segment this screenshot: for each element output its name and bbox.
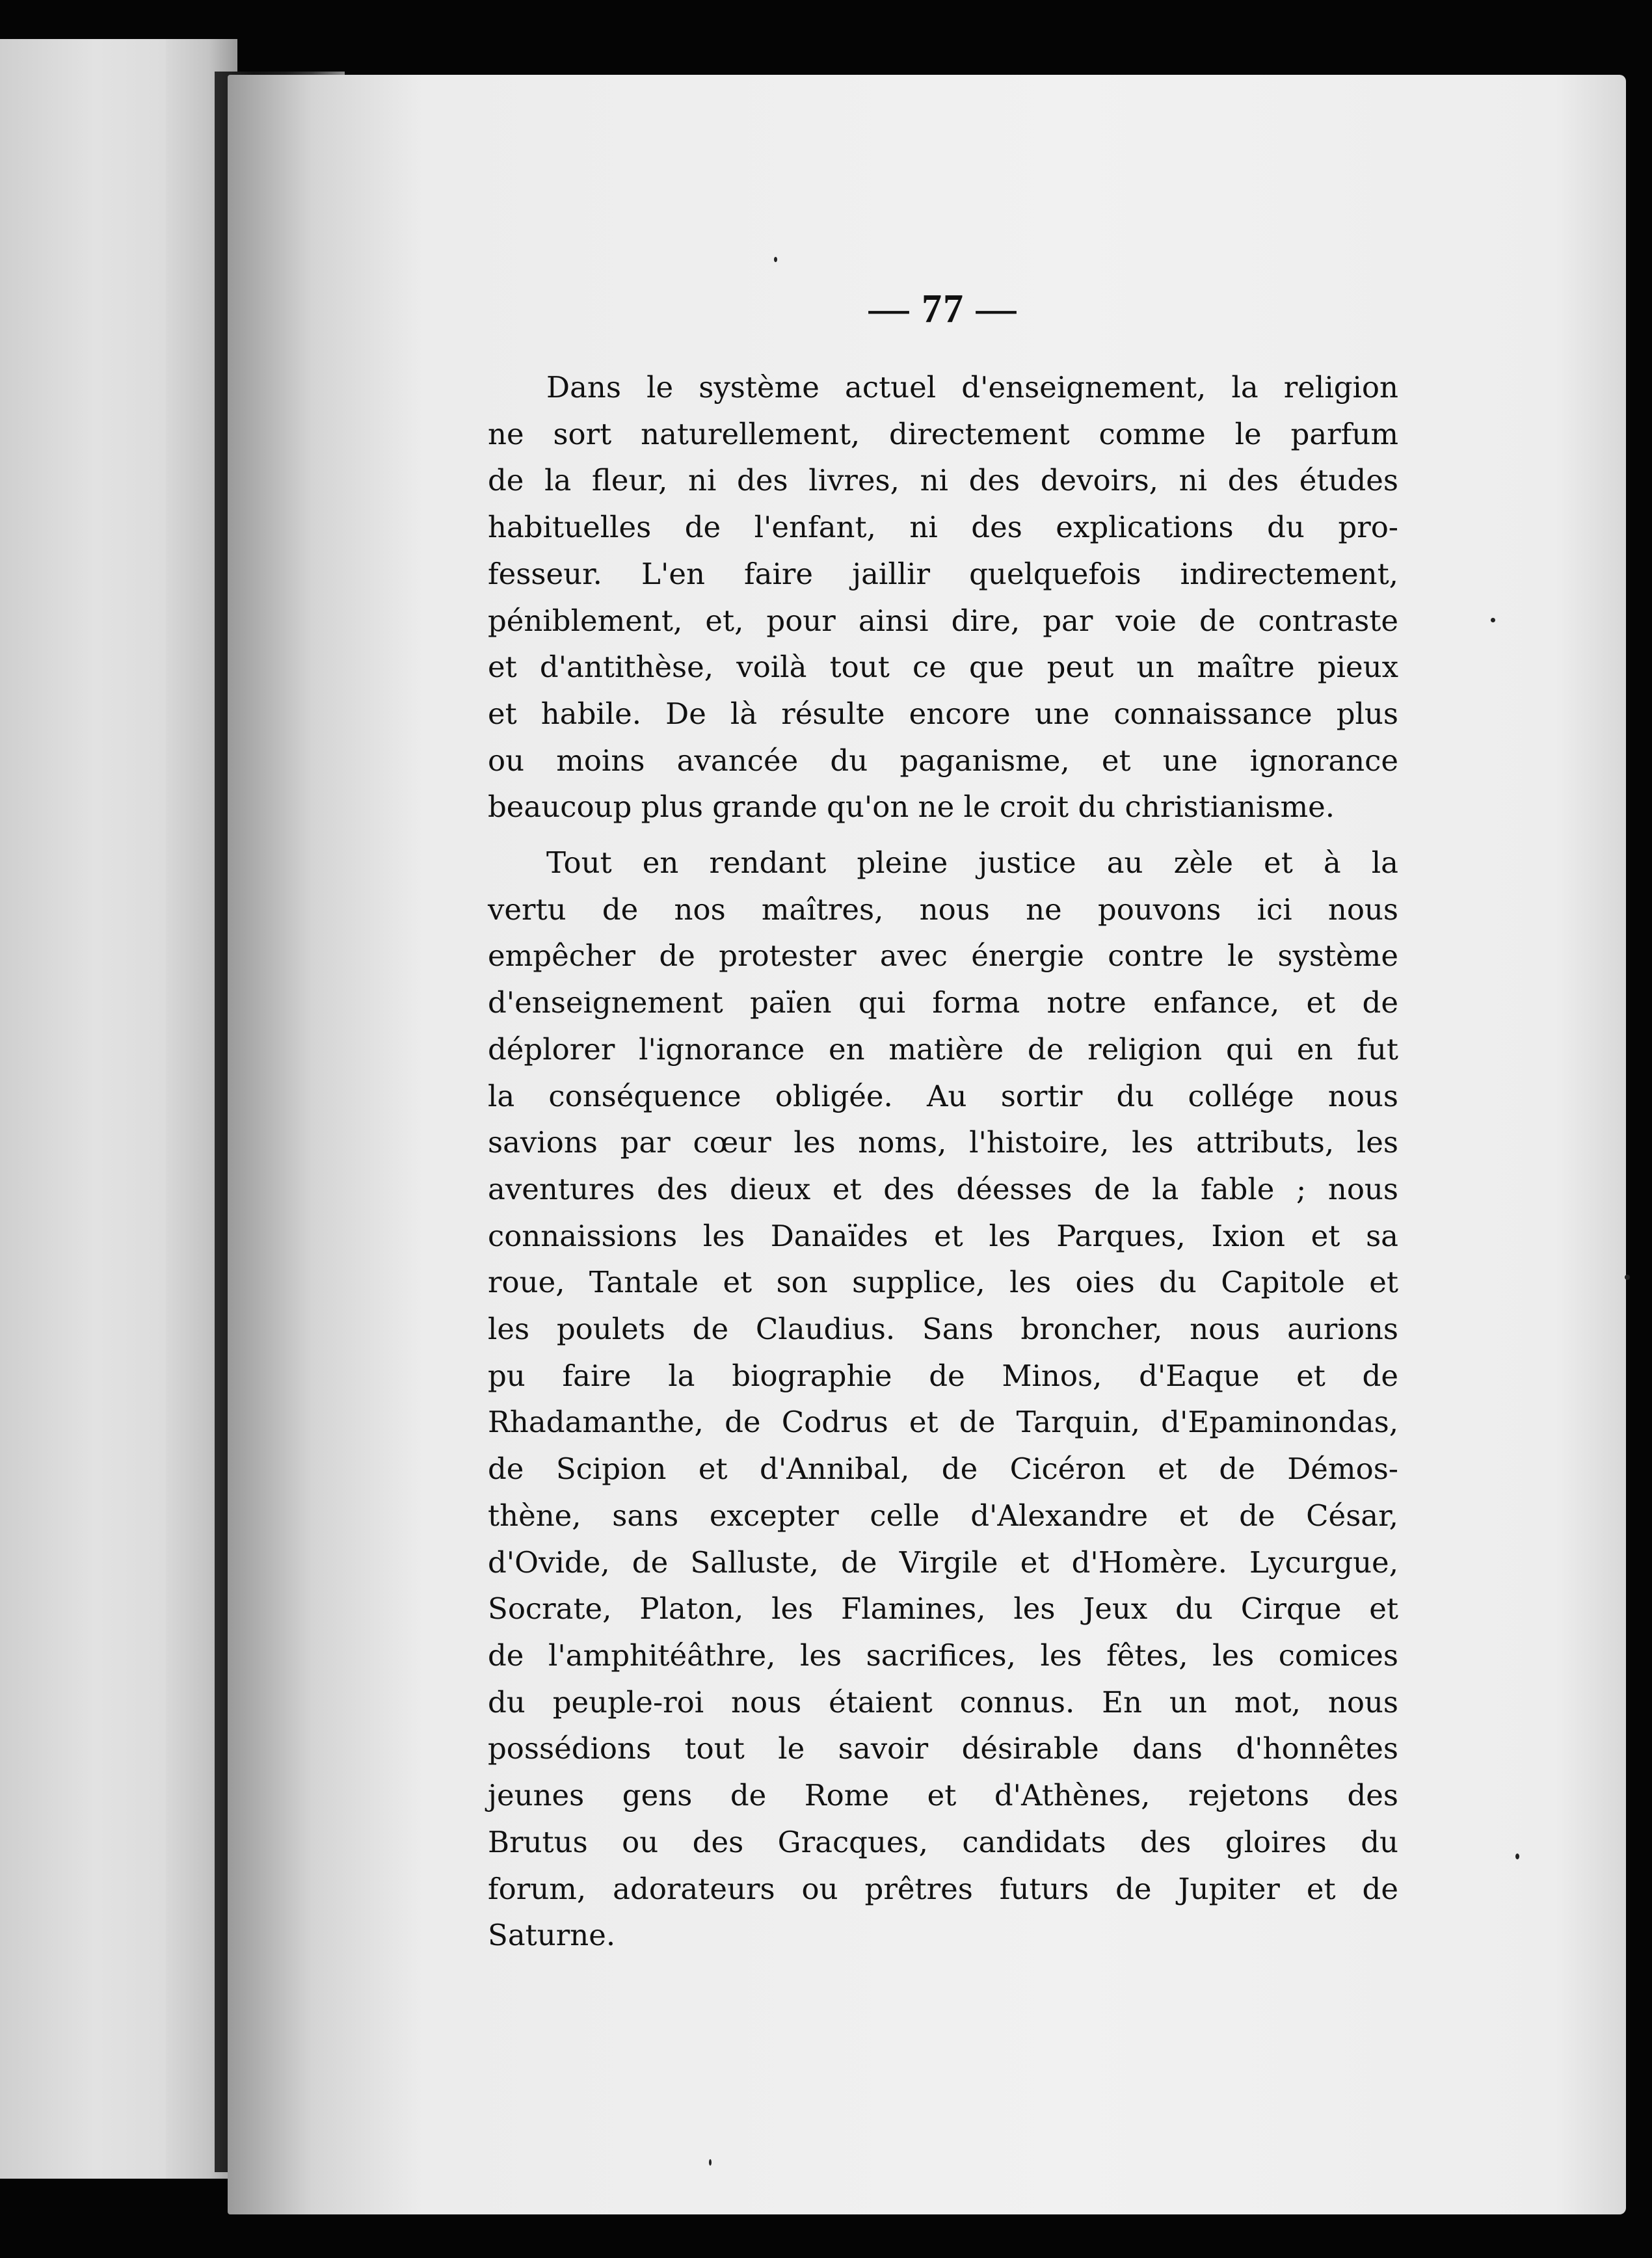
text-line: habituelles de l'enfant, ni des explications du pro- — [488, 510, 1398, 545]
text-line: ne sort naturellement, directement comme le parfum — [488, 416, 1398, 451]
body-text — [488, 364, 1398, 1959]
text-line: Saturne. — [488, 1918, 616, 1953]
text-line: de l'amphitéâthre, les sacrifices, les fêtes, les comices — [488, 1638, 1398, 1673]
text-line: pu faire la biographie de Minos, d'Eaque et de — [488, 1358, 1398, 1393]
text-line: thène, sans excepter celle d'Alexandre et de César, — [488, 1498, 1398, 1533]
text-line: ou moins avancée du paganisme, et une ignorance — [488, 743, 1398, 778]
text-line: Tout en rendant pleine justice au zèle et à la — [546, 845, 1398, 881]
text-line: vertu de nos maîtres, nous ne pouvons ici nous — [488, 892, 1398, 927]
text-line: Brutus ou des Gracques, candidats des gloires du — [488, 1824, 1398, 1859]
text-line: roue, Tantale et son supplice, les oies du Capitole et — [488, 1265, 1398, 1300]
text-line: la conséquence obligée. Au sortir du collége nous — [488, 1078, 1398, 1113]
text-line: et d'antithèse, voilà tout ce que peut un maître pieux — [488, 650, 1398, 685]
text-line: Rhadamanthe, de Codrus et de Tarquin, d'Epaminondas, — [488, 1405, 1398, 1440]
paper-speck — [1625, 1275, 1630, 1280]
text-line: et habile. De là résulte encore une connaissance plus — [488, 696, 1398, 731]
text-line: possédions tout le savoir désirable dans d'honnêtes — [488, 1731, 1398, 1766]
paper-speck — [774, 257, 777, 262]
text-line: d'Ovide, de Salluste, de Virgile et d'Homère. Lycurgue, — [488, 1545, 1398, 1580]
paper-speck — [709, 2159, 712, 2166]
text-line: connaissions les Danaïdes et les Parques, Ixion et sa — [488, 1218, 1398, 1253]
text-line: d'enseignement païen qui forma notre enfance, et de — [488, 985, 1398, 1020]
text-line: forum, adorateurs ou prêtres futurs de Jupiter et de — [488, 1871, 1398, 1906]
text-line: savions par cœur les noms, l'histoire, les attributs, les — [488, 1125, 1398, 1160]
paper-speck — [1491, 618, 1495, 622]
text-line: empêcher de protester avec énergie contre le système — [488, 938, 1398, 974]
text-line: de Scipion et d'Annibal, de Cicéron et de Démos- — [488, 1452, 1398, 1487]
paragraph-gap — [488, 830, 1398, 840]
text-line: aventures des dieux et des déesses de la fable ; nous — [488, 1171, 1398, 1206]
text-line: fesseur. L'en faire jaillir quelquefois indirectement, — [488, 556, 1398, 591]
text-line: péniblement, et, pour ainsi dire, par voie de contraste — [488, 603, 1398, 638]
text-line: beaucoup plus grande qu'on ne le croit du christianisme. — [488, 790, 1335, 825]
paragraph-1 — [488, 364, 1398, 830]
paper-speck — [1515, 1853, 1519, 1859]
text-line: Socrate, Platon, les Flamines, les Jeux du Cirque et — [488, 1591, 1398, 1627]
text-line: de la fleur, ni des livres, ni des devoirs, ni des études — [488, 463, 1398, 498]
text-line: Dans le système actuel d'enseignement, la religion — [546, 370, 1398, 405]
text-line: du peuple-roi nous étaient connus. En un mot, nous — [488, 1684, 1398, 1720]
page-number: — 77 — — [868, 287, 1018, 331]
text-line: déplorer l'ignorance en matière de religion qui en fut — [488, 1031, 1398, 1067]
paragraph-2 — [488, 840, 1398, 1959]
text-line: les poulets de Claudius. Sans broncher, nous aurions — [488, 1312, 1398, 1347]
text-line: jeunes gens de Rome et d'Athènes, rejetons des — [488, 1778, 1398, 1813]
